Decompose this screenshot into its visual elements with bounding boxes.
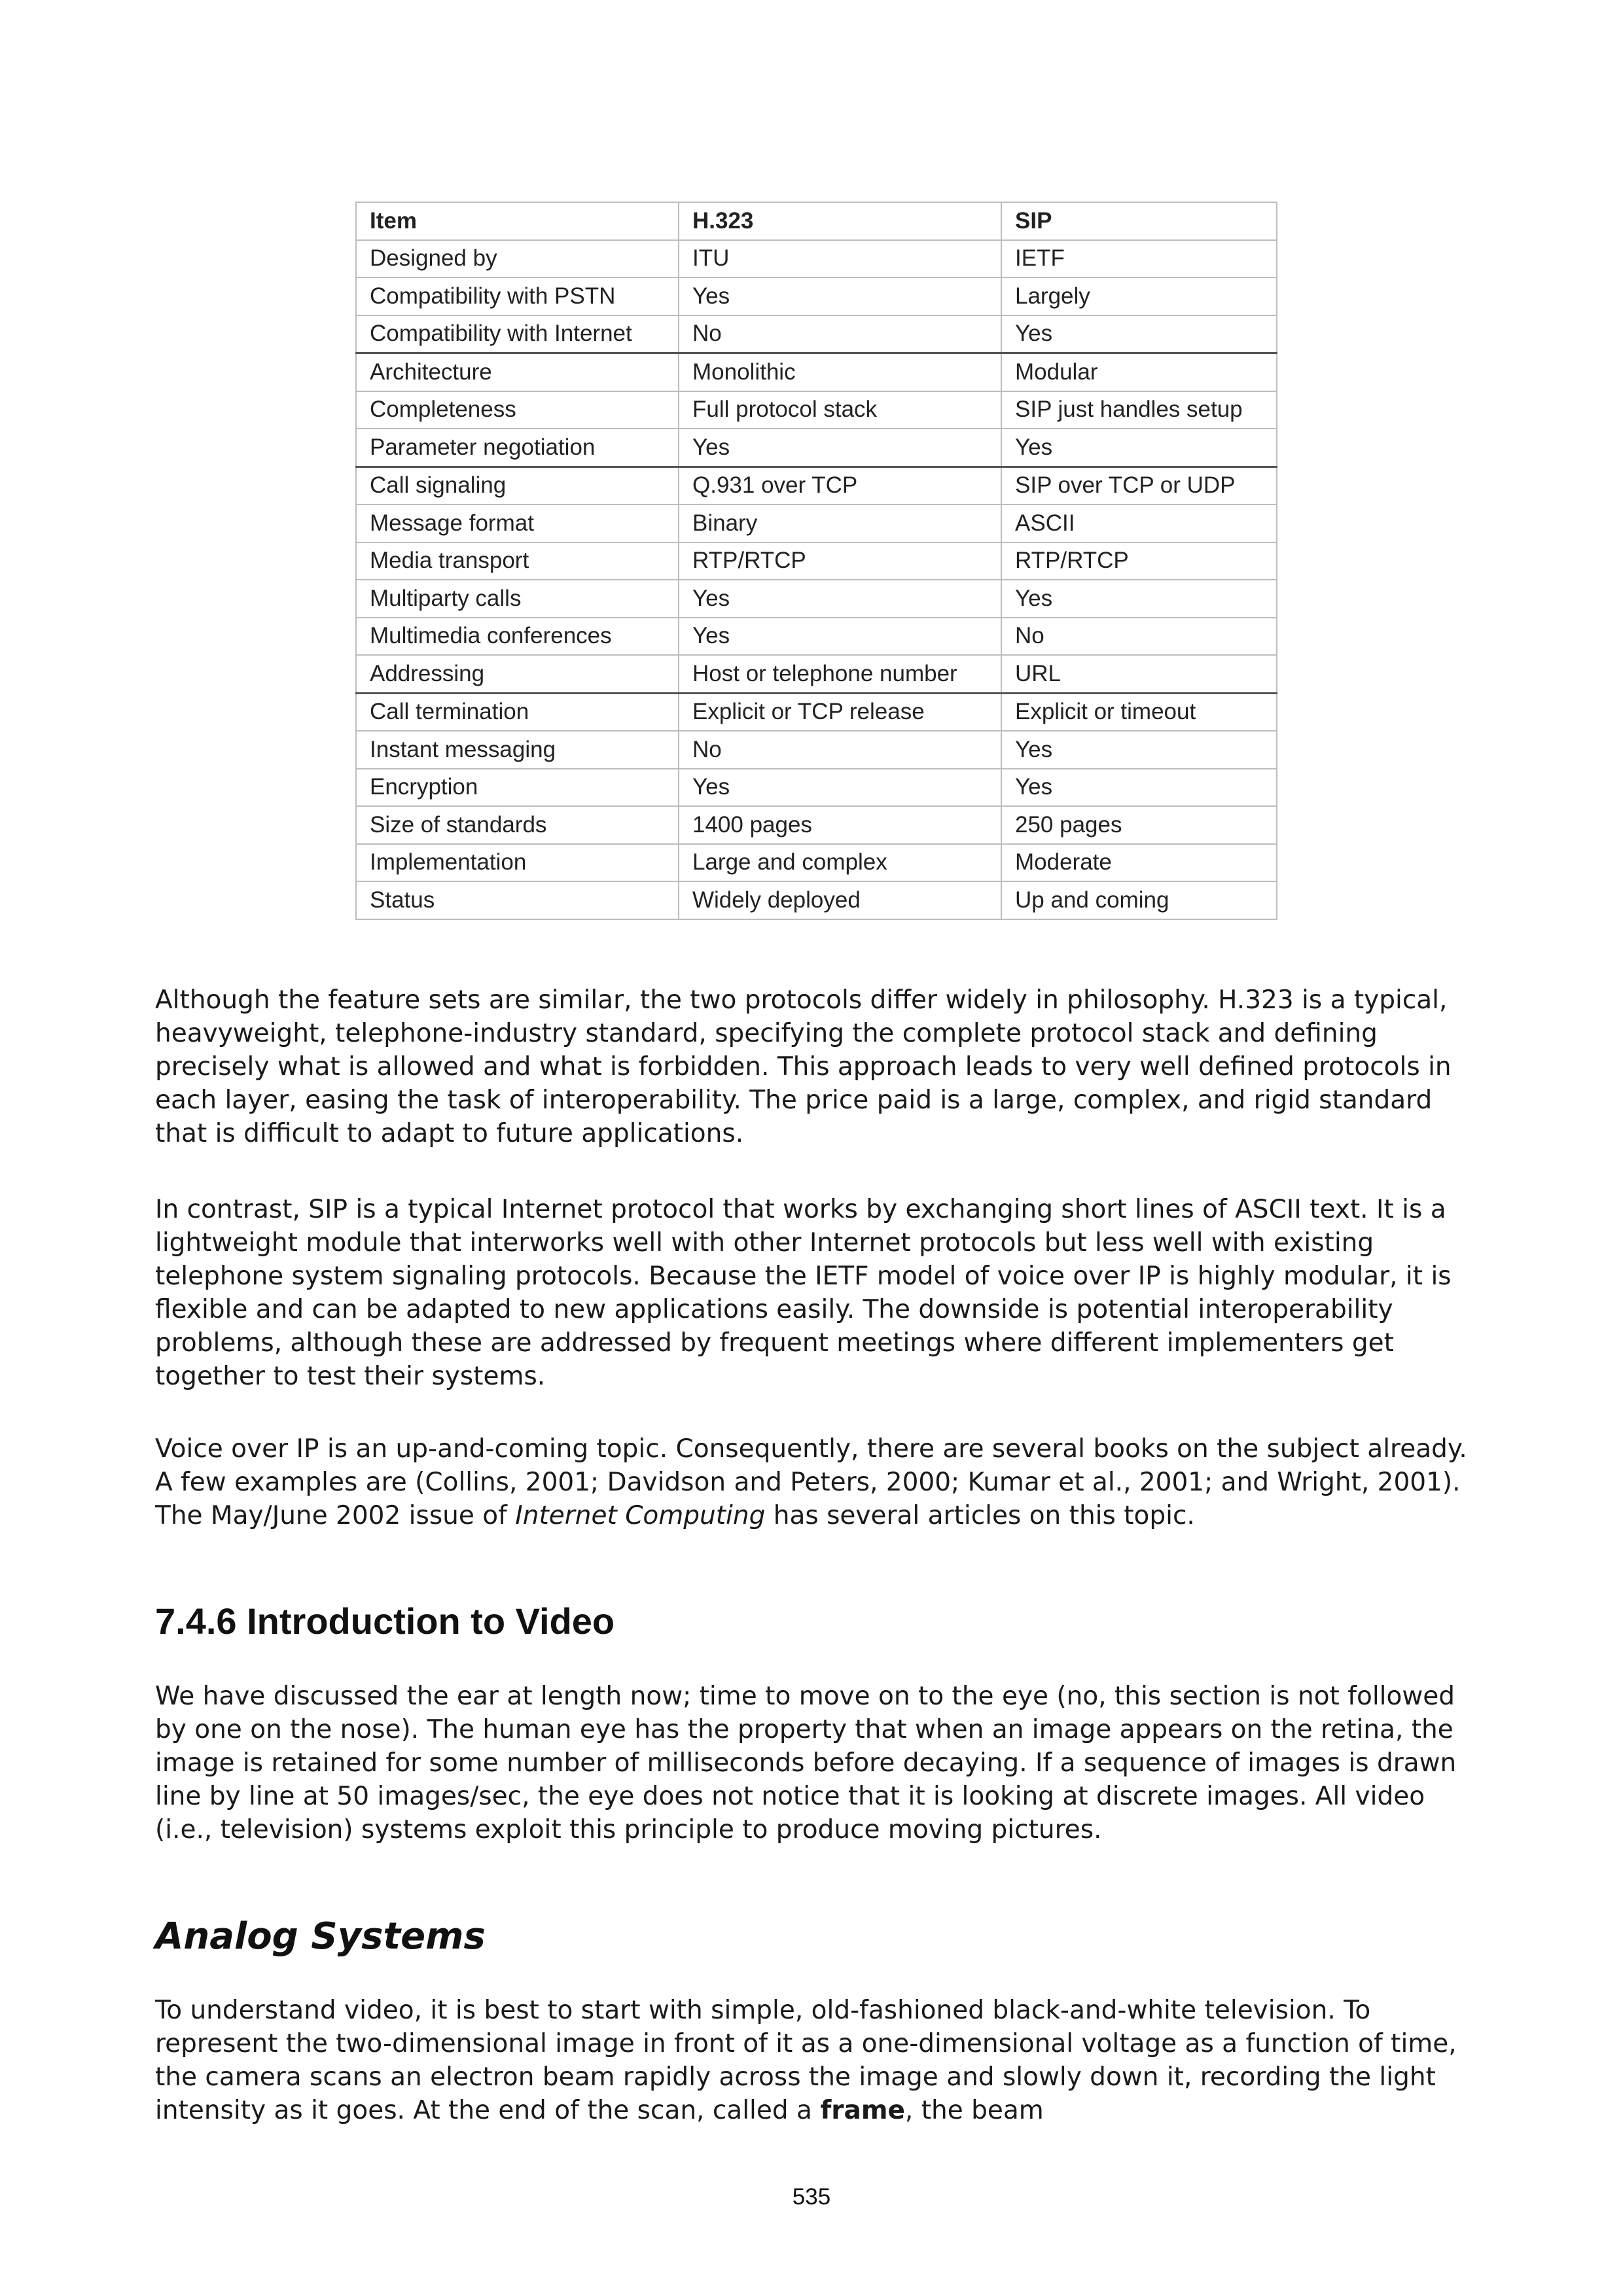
table-row [356,353,1277,391]
header-sip: SIP [1001,202,1277,240]
cell-h323: No [679,731,1001,769]
cell-item: Completeness [356,391,679,429]
cell-h323: Full protocol stack [679,391,1001,429]
table-row [356,844,1277,882]
paragraph-philosophy: Although the feature sets are similar, the two protocols differ widely in philosophy. H.323 is a typical, heavyweight, telephone-industry standard, specifying the complete protocol stack and defining precisely what is allowed and what is forbidden. This approach leads to very well defined protocols in each layer, easing the task of interoperability. The price paid is a large, complex, and rigid standard that is difficult to adapt to future applications. [155,985,1452,1148]
paragraph-sip-contrast: In contrast, SIP is a typical Internet protocol that works by exchanging short lines of ASCII text. It is a lightweight module that interworks well with other Internet protocols but less well with existing telephone system signaling protocols. Because the IETF model of voice over IP is highly modular, it is flexible and can be adapted to new applications easily. The downside is potential interoperability problems, although these are addressed by frequent meetings where different implementers get together to test their systems. [155,1195,1452,1391]
cell-sip: Yes [1001,429,1277,467]
table-row [356,315,1277,353]
cell-item: Multiparty calls [356,580,679,618]
cell-h323: Binary [679,504,1001,542]
cell-sip: SIP just handles setup [1001,391,1277,429]
cell-h323: Large and complex [679,844,1001,882]
header-h323: H.323 [679,202,1001,240]
page-number: 535 [792,2184,831,2210]
table-header-row [356,202,1277,240]
cell-h323: Yes [679,769,1001,807]
cell-sip: Yes [1001,731,1277,769]
cell-sip: Largely [1001,277,1277,315]
cell-item: Designed by [356,240,679,278]
cell-h323: Yes [679,580,1001,618]
cell-sip: Yes [1001,769,1277,807]
table-row [356,655,1277,693]
cell-sip: Yes [1001,315,1277,353]
cell-sip: 250 pages [1001,806,1277,844]
h323-sip-comparison-table [355,202,1277,920]
table-row [356,806,1277,844]
cell-item: Addressing [356,655,679,693]
paragraph-analog-tail: , the beam [904,2096,1044,2125]
cell-sip: SIP over TCP or UDP [1001,467,1277,504]
cell-h323: Yes [679,277,1001,315]
cell-sip: Modular [1001,353,1277,391]
cell-h323: 1400 pages [679,806,1001,844]
comparison-table-wrapper [355,202,1276,920]
paragraph-analog-text: To understand video, it is best to start with simple, old-fashioned black-and-white television. To represent the two-dimensional image in front of it as a one-dimensional voltage as a function of time, the camera scans an electron beam rapidly across the image and slowly down it, recording the light intensity as it goes. At the end of the scan, called a [155,1996,1457,2125]
table-row [356,731,1277,769]
table-row [356,240,1277,278]
paragraph-voip-books-text: Voice over IP is an up-and-coming topic. Consequently, there are several books on the subject already. A few examples are (Collins, 2001; Davidson and Peters, 2000; Kumar et al., 2001; and Wright, 2001). The May/June 2002 issue of [155,1434,1467,1530]
cell-item: Call signaling [356,467,679,504]
table-row [356,618,1277,656]
table-row [356,542,1277,580]
table-row [356,693,1277,731]
table-row [356,504,1277,542]
cell-sip: Up and coming [1001,881,1277,919]
table-row [356,881,1277,919]
table-row [356,580,1277,618]
cell-sip: No [1001,618,1277,656]
cell-h323: Q.931 over TCP [679,467,1001,504]
table-row [356,467,1277,504]
cell-sip: Explicit or timeout [1001,693,1277,731]
subsection-heading: Analog Systems [155,1915,486,1958]
cell-h323: Widely deployed [679,881,1001,919]
cell-h323: ITU [679,240,1001,278]
table-row [356,429,1277,467]
cell-sip: Moderate [1001,844,1277,882]
cell-item: Size of standards [356,806,679,844]
cell-item: Compatibility with PSTN [356,277,679,315]
cell-sip: Yes [1001,580,1277,618]
paragraph-voip-books [155,1432,1484,1532]
journal-title: Internet Computing [515,1501,766,1530]
cell-h323: Yes [679,618,1001,656]
paragraph-intro-video: We have discussed the ear at length now; time to move on to the eye (no, this section is not followed by one on the nose). The human eye has the property that when an image appears on the retina, the image is retained for some number of milliseconds before decaying. If a sequence of images is drawn line by line at 50 images/sec, the eye does not notice that it is looking at discrete images. All video (i.e., television) systems exploit this principle to produce moving pictures. [155,1682,1457,1845]
cell-sip: URL [1001,655,1277,693]
cell-item: Architecture [356,353,679,391]
cell-item: Implementation [356,844,679,882]
header-item: Item [356,202,679,240]
cell-h323: Explicit or TCP release [679,693,1001,731]
cell-item: Status [356,881,679,919]
cell-item: Instant messaging [356,731,679,769]
cell-h323: No [679,315,1001,353]
cell-item: Media transport [356,542,679,580]
term-frame: frame [820,2096,905,2125]
paragraph-analog-systems [155,1994,1484,2127]
cell-h323: Monolithic [679,353,1001,391]
cell-item: Multimedia conferences [356,618,679,656]
cell-item: Message format [356,504,679,542]
cell-sip: RTP/RTCP [1001,542,1277,580]
table-row [356,277,1277,315]
cell-h323: Host or telephone number [679,655,1001,693]
cell-sip: ASCII [1001,504,1277,542]
section-heading: 7.4.6 Introduction to Video [155,1600,615,1642]
table-row [356,391,1277,429]
cell-item: Call termination [356,693,679,731]
table-row [356,769,1277,807]
cell-sip: IETF [1001,240,1277,278]
cell-item: Parameter negotiation [356,429,679,467]
cell-h323: Yes [679,429,1001,467]
paragraph-voip-books-tail: has several articles on this topic. [765,1501,1195,1530]
cell-item: Encryption [356,769,679,807]
cell-h323: RTP/RTCP [679,542,1001,580]
cell-item: Compatibility with Internet [356,315,679,353]
